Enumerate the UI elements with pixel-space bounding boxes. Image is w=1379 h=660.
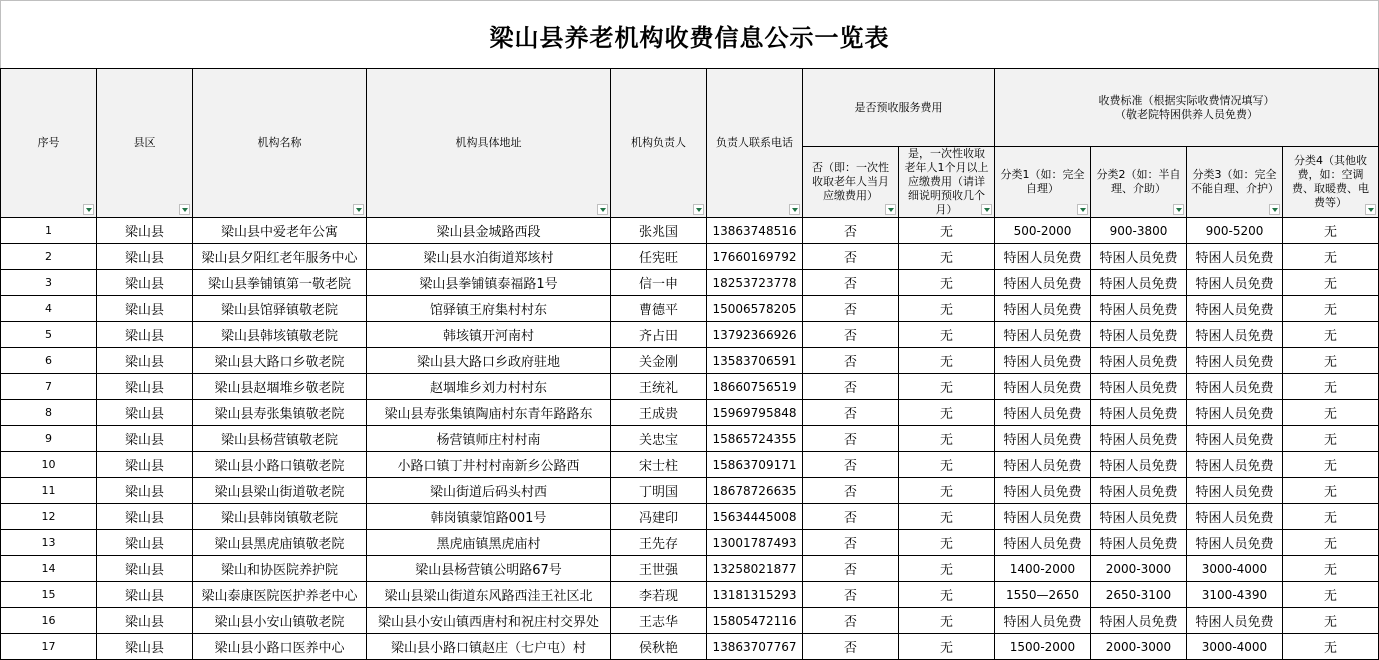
cell-county[interactable]: 梁山县 [97, 296, 193, 322]
cell-cat1[interactable]: 特困人员免费 [995, 270, 1091, 296]
col-header-index[interactable] [1, 69, 97, 218]
cell-cat4[interactable]: 无 [1283, 504, 1379, 530]
cell-name[interactable]: 梁山县夕阳红老年服务中心 [193, 244, 367, 270]
cell-cat3[interactable]: 特困人员免费 [1187, 296, 1283, 322]
col-header-fee: 收费标准（根据实际收费情况填写） （敬老院特困供养人员免费） [995, 69, 1379, 147]
cell-phone[interactable]: 18660756519 [707, 374, 803, 400]
cell-cat1[interactable]: 特困人员免费 [995, 322, 1091, 348]
cell-name[interactable]: 梁山泰康医院医护养老中心 [193, 582, 367, 608]
filter-dropdown-icon[interactable] [597, 204, 608, 215]
cell-prepay-no[interactable]: 否 [803, 608, 899, 634]
cell-prepay-yes[interactable]: 无 [899, 582, 995, 608]
table-row [1, 400, 1379, 426]
cell-cat2[interactable]: 特困人员免费 [1091, 270, 1187, 296]
cell-address[interactable]: 韩垓镇开河南村 [367, 322, 611, 348]
cell-county[interactable]: 梁山县 [97, 218, 193, 244]
cell-cat4[interactable]: 无 [1283, 582, 1379, 608]
col-header-cat1[interactable] [995, 147, 1091, 218]
cell-phone[interactable]: 13863748516 [707, 218, 803, 244]
cell-index[interactable]: 13 [1, 530, 97, 556]
cell-county[interactable]: 梁山县 [97, 400, 193, 426]
cell-cat1[interactable]: 特困人员免费 [995, 426, 1091, 452]
cell-index[interactable]: 6 [1, 348, 97, 374]
cell-name[interactable]: 梁山县黑虎庙镇敬老院 [193, 530, 367, 556]
cell-prepay-no[interactable]: 否 [803, 634, 899, 660]
cell-cat3[interactable]: 特困人员免费 [1187, 348, 1283, 374]
cell-county[interactable]: 梁山县 [97, 634, 193, 660]
header-row-top [1, 69, 1379, 147]
header-label: 机构名称 [257, 136, 302, 149]
cell-index[interactable]: 16 [1, 608, 97, 634]
table-row [1, 322, 1379, 348]
filter-dropdown-icon[interactable] [1173, 204, 1184, 215]
table-row [1, 556, 1379, 582]
cell-address[interactable]: 梁山县小安山镇西唐村和祝庄村交界处 [367, 608, 611, 634]
cell-prepay-no[interactable]: 否 [803, 530, 899, 556]
filter-dropdown-icon[interactable] [1365, 204, 1376, 215]
table-row [1, 478, 1379, 504]
cell-cat1[interactable]: 特困人员免费 [995, 348, 1091, 374]
cell-prepay-yes[interactable]: 无 [899, 504, 995, 530]
cell-prepay-yes[interactable]: 无 [899, 556, 995, 582]
cell-cat1[interactable]: 特困人员免费 [995, 478, 1091, 504]
cell-prepay-yes[interactable]: 无 [899, 296, 995, 322]
cell-cat1[interactable]: 500-2000 [995, 218, 1091, 244]
cell-cat2[interactable]: 特困人员免费 [1091, 608, 1187, 634]
cell-manager[interactable]: 冯建印 [611, 504, 707, 530]
cell-manager[interactable]: 侯秋艳 [611, 634, 707, 660]
cell-phone[interactable]: 13258021877 [707, 556, 803, 582]
header-label: 分类4（其他收费，如：空调费、取暖费、电费等） [1292, 154, 1369, 209]
cell-address[interactable]: 赵堌堆乡刘力村村东 [367, 374, 611, 400]
cell-cat3[interactable]: 特困人员免费 [1187, 608, 1283, 634]
table-row [1, 582, 1379, 608]
filter-dropdown-icon[interactable] [789, 204, 800, 215]
cell-index[interactable]: 4 [1, 296, 97, 322]
cell-prepay-no[interactable]: 否 [803, 400, 899, 426]
cell-prepay-no[interactable]: 否 [803, 296, 899, 322]
cell-manager[interactable]: 齐占田 [611, 322, 707, 348]
cell-prepay-yes[interactable]: 无 [899, 478, 995, 504]
table-row [1, 348, 1379, 374]
col-header-prepay: 是否预收服务费用 [803, 69, 995, 147]
cell-cat4[interactable]: 无 [1283, 270, 1379, 296]
cell-county[interactable]: 梁山县 [97, 608, 193, 634]
cell-county[interactable]: 梁山县 [97, 452, 193, 478]
filter-dropdown-icon[interactable] [885, 204, 896, 215]
col-header-cat4[interactable] [1283, 147, 1379, 218]
cell-name[interactable]: 梁山县馆驿镇敬老院 [193, 296, 367, 322]
cell-cat4[interactable]: 无 [1283, 374, 1379, 400]
header-label: 否（即：一次性收取老年人当月应缴费用） [812, 161, 889, 202]
cell-address[interactable]: 梁山县水泊街道郑垓村 [367, 244, 611, 270]
cell-name[interactable]: 梁山县韩岗镇敬老院 [193, 504, 367, 530]
filter-dropdown-icon[interactable] [179, 204, 190, 215]
header-label: 机构负责人 [631, 136, 686, 149]
cell-manager[interactable]: 张兆国 [611, 218, 707, 244]
cell-cat2[interactable]: 特困人员免费 [1091, 530, 1187, 556]
table-row [1, 530, 1379, 556]
cell-manager[interactable]: 王先存 [611, 530, 707, 556]
header-label: 序号 [37, 136, 60, 149]
cell-manager[interactable]: 关金刚 [611, 348, 707, 374]
cell-name[interactable]: 梁山县拳铺镇第一敬老院 [193, 270, 367, 296]
cell-cat1[interactable]: 特困人员免费 [995, 374, 1091, 400]
cell-index[interactable]: 2 [1, 244, 97, 270]
cell-address[interactable]: 梁山县梁山街道东风路西洼王社区北 [367, 582, 611, 608]
col-header-prepay-yes[interactable] [899, 147, 995, 218]
cell-name[interactable]: 梁山县杨营镇敬老院 [193, 426, 367, 452]
cell-cat1[interactable]: 特困人员免费 [995, 608, 1091, 634]
cell-cat4[interactable]: 无 [1283, 478, 1379, 504]
header-label: 分类1（如：完全自理） [1000, 168, 1085, 195]
cell-manager[interactable]: 信一申 [611, 270, 707, 296]
cell-prepay-no[interactable]: 否 [803, 556, 899, 582]
cell-cat2[interactable]: 特困人员免费 [1091, 426, 1187, 452]
col-header-address[interactable] [367, 69, 611, 218]
col-header-manager[interactable] [611, 69, 707, 218]
fee-table [0, 68, 1379, 660]
cell-index[interactable]: 3 [1, 270, 97, 296]
cell-address[interactable]: 小路口镇丁井村村南新乡公路西 [367, 452, 611, 478]
cell-cat1[interactable]: 特困人员免费 [995, 504, 1091, 530]
cell-cat3[interactable]: 3100-4390 [1187, 582, 1283, 608]
cell-cat3[interactable]: 特困人员免费 [1187, 452, 1283, 478]
cell-cat4[interactable]: 无 [1283, 530, 1379, 556]
cell-cat3[interactable]: 特困人员免费 [1187, 244, 1283, 270]
cell-county[interactable]: 梁山县 [97, 556, 193, 582]
cell-cat4[interactable]: 无 [1283, 244, 1379, 270]
cell-index[interactable]: 17 [1, 634, 97, 660]
cell-name[interactable]: 梁山县小安山镇敬老院 [193, 608, 367, 634]
cell-county[interactable]: 梁山县 [97, 504, 193, 530]
cell-manager[interactable]: 王世强 [611, 556, 707, 582]
cell-prepay-yes[interactable]: 无 [899, 452, 995, 478]
cell-address[interactable]: 梁山县寿张集镇陶庙村东青年路路东 [367, 400, 611, 426]
cell-cat4[interactable]: 无 [1283, 556, 1379, 582]
cell-phone[interactable]: 15805472116 [707, 608, 803, 634]
cell-address[interactable]: 梁山街道后码头村西 [367, 478, 611, 504]
cell-cat3[interactable]: 900-5200 [1187, 218, 1283, 244]
cell-address[interactable]: 梁山县大路口乡政府驻地 [367, 348, 611, 374]
cell-index[interactable]: 5 [1, 322, 97, 348]
col-header-county[interactable] [97, 69, 193, 218]
cell-index[interactable]: 10 [1, 452, 97, 478]
cell-county[interactable]: 梁山县 [97, 322, 193, 348]
cell-name[interactable]: 梁山县小路口医养中心 [193, 634, 367, 660]
cell-prepay-no[interactable]: 否 [803, 582, 899, 608]
filter-dropdown-icon[interactable] [1077, 204, 1088, 215]
cell-prepay-yes[interactable]: 无 [899, 348, 995, 374]
cell-county[interactable]: 梁山县 [97, 426, 193, 452]
cell-phone[interactable]: 13001787493 [707, 530, 803, 556]
sheet-title: 梁山县养老机构收费信息公示一览表 [0, 0, 1379, 69]
cell-prepay-yes[interactable]: 无 [899, 374, 995, 400]
col-header-cat3[interactable] [1187, 147, 1283, 218]
cell-phone[interactable]: 13863707767 [707, 634, 803, 660]
header-label: 分类2（如：半自理、介助） [1096, 168, 1181, 195]
cell-county[interactable]: 梁山县 [97, 478, 193, 504]
cell-cat4[interactable]: 无 [1283, 400, 1379, 426]
cell-manager[interactable]: 曹德平 [611, 296, 707, 322]
cell-county[interactable]: 梁山县 [97, 348, 193, 374]
cell-cat3[interactable]: 特困人员免费 [1187, 530, 1283, 556]
cell-manager[interactable]: 任宪旺 [611, 244, 707, 270]
cell-phone[interactable]: 17660169792 [707, 244, 803, 270]
cell-cat4[interactable]: 无 [1283, 608, 1379, 634]
cell-cat2[interactable]: 900-3800 [1091, 218, 1187, 244]
cell-prepay-yes[interactable]: 无 [899, 270, 995, 296]
cell-cat3[interactable]: 特困人员免费 [1187, 400, 1283, 426]
cell-manager[interactable]: 王成贵 [611, 400, 707, 426]
cell-cat3[interactable]: 3000-4000 [1187, 556, 1283, 582]
cell-name[interactable]: 梁山县大路口乡敬老院 [193, 348, 367, 374]
cell-prepay-yes[interactable]: 无 [899, 244, 995, 270]
cell-prepay-no[interactable]: 否 [803, 426, 899, 452]
table-body [1, 218, 1379, 660]
cell-cat4[interactable]: 无 [1283, 218, 1379, 244]
header-label: 分类3（如：完全不能自理、介护） [1191, 168, 1279, 195]
cell-cat1[interactable]: 1550—2650 [995, 582, 1091, 608]
cell-prepay-yes[interactable]: 无 [899, 322, 995, 348]
table-row [1, 634, 1379, 660]
cell-prepay-no[interactable]: 否 [803, 374, 899, 400]
cell-address[interactable]: 梁山县杨营镇公明路67号 [367, 556, 611, 582]
cell-prepay-no[interactable]: 否 [803, 452, 899, 478]
table-row [1, 270, 1379, 296]
cell-prepay-yes[interactable]: 无 [899, 608, 995, 634]
cell-cat2[interactable]: 2650-3100 [1091, 582, 1187, 608]
cell-phone[interactable]: 18253723778 [707, 270, 803, 296]
cell-name[interactable]: 梁山县中爱老年公寓 [193, 218, 367, 244]
table-row [1, 244, 1379, 270]
cell-index[interactable]: 7 [1, 374, 97, 400]
cell-county[interactable]: 梁山县 [97, 374, 193, 400]
cell-prepay-no[interactable]: 否 [803, 270, 899, 296]
cell-phone[interactable]: 15865724355 [707, 426, 803, 452]
cell-cat2[interactable]: 特困人员免费 [1091, 478, 1187, 504]
cell-address[interactable]: 黑虎庙镇黑虎庙村 [367, 530, 611, 556]
cell-cat1[interactable]: 特困人员免费 [995, 296, 1091, 322]
cell-cat1[interactable]: 1500-2000 [995, 634, 1091, 660]
cell-cat2[interactable]: 特困人员免费 [1091, 504, 1187, 530]
cell-phone[interactable]: 13181315293 [707, 582, 803, 608]
filter-dropdown-icon[interactable] [981, 204, 992, 215]
cell-index[interactable]: 15 [1, 582, 97, 608]
cell-address[interactable]: 梁山县金城路西段 [367, 218, 611, 244]
cell-cat2[interactable]: 特困人员免费 [1091, 348, 1187, 374]
cell-phone[interactable]: 13583706591 [707, 348, 803, 374]
cell-cat2[interactable]: 2000-3000 [1091, 556, 1187, 582]
cell-cat1[interactable]: 特困人员免费 [995, 244, 1091, 270]
cell-phone[interactable]: 15634445008 [707, 504, 803, 530]
table-row [1, 218, 1379, 244]
cell-cat1[interactable]: 特困人员免费 [995, 452, 1091, 478]
cell-index[interactable]: 12 [1, 504, 97, 530]
cell-cat4[interactable]: 无 [1283, 426, 1379, 452]
cell-prepay-yes[interactable]: 无 [899, 530, 995, 556]
cell-prepay-yes[interactable]: 无 [899, 400, 995, 426]
cell-cat1[interactable]: 特困人员免费 [995, 530, 1091, 556]
cell-county[interactable]: 梁山县 [97, 270, 193, 296]
cell-manager[interactable]: 关忠宝 [611, 426, 707, 452]
cell-phone[interactable]: 13792366926 [707, 322, 803, 348]
cell-address[interactable]: 馆驿镇王府集村村东 [367, 296, 611, 322]
cell-cat2[interactable]: 特困人员免费 [1091, 244, 1187, 270]
cell-index[interactable]: 11 [1, 478, 97, 504]
header-label: 负责人联系电话 [716, 136, 793, 149]
filter-dropdown-icon[interactable] [353, 204, 364, 215]
filter-dropdown-icon[interactable] [83, 204, 94, 215]
cell-name[interactable]: 梁山县寿张集镇敬老院 [193, 400, 367, 426]
cell-address[interactable]: 杨营镇师庄村村南 [367, 426, 611, 452]
cell-cat2[interactable]: 特困人员免费 [1091, 374, 1187, 400]
table-row [1, 296, 1379, 322]
cell-prepay-no[interactable]: 否 [803, 478, 899, 504]
cell-index[interactable]: 1 [1, 218, 97, 244]
cell-manager[interactable]: 王志华 [611, 608, 707, 634]
table-row [1, 608, 1379, 634]
cell-phone[interactable]: 15969795848 [707, 400, 803, 426]
cell-address[interactable]: 梁山县小路口镇赵庄（七户屯）村 [367, 634, 611, 660]
col-header-prepay-no[interactable] [803, 147, 899, 218]
cell-prepay-no[interactable]: 否 [803, 348, 899, 374]
cell-cat4[interactable]: 无 [1283, 348, 1379, 374]
cell-cat2[interactable]: 特困人员免费 [1091, 322, 1187, 348]
cell-cat2[interactable]: 特困人员免费 [1091, 452, 1187, 478]
cell-prepay-no[interactable]: 否 [803, 322, 899, 348]
header-label: 县区 [133, 136, 156, 149]
cell-manager[interactable]: 丁明国 [611, 478, 707, 504]
cell-phone[interactable]: 15863709171 [707, 452, 803, 478]
cell-index[interactable]: 8 [1, 400, 97, 426]
cell-cat3[interactable]: 特困人员免费 [1187, 270, 1283, 296]
cell-phone[interactable]: 15006578205 [707, 296, 803, 322]
cell-prepay-no[interactable]: 否 [803, 504, 899, 530]
cell-name[interactable]: 梁山县韩垓镇敬老院 [193, 322, 367, 348]
cell-county[interactable]: 梁山县 [97, 582, 193, 608]
cell-cat3[interactable]: 特困人员免费 [1187, 374, 1283, 400]
cell-prepay-yes[interactable]: 无 [899, 634, 995, 660]
cell-cat4[interactable]: 无 [1283, 322, 1379, 348]
cell-name[interactable]: 梁山县小路口镇敬老院 [193, 452, 367, 478]
cell-prepay-yes[interactable]: 无 [899, 426, 995, 452]
cell-cat2[interactable]: 特困人员免费 [1091, 400, 1187, 426]
col-header-cat2[interactable] [1091, 147, 1187, 218]
cell-phone[interactable]: 18678726635 [707, 478, 803, 504]
cell-cat2[interactable]: 2000-3000 [1091, 634, 1187, 660]
cell-cat3[interactable]: 特困人员免费 [1187, 504, 1283, 530]
cell-cat4[interactable]: 无 [1283, 296, 1379, 322]
cell-cat3[interactable]: 特困人员免费 [1187, 322, 1283, 348]
filter-dropdown-icon[interactable] [1269, 204, 1280, 215]
table-row [1, 426, 1379, 452]
cell-cat1[interactable]: 特困人员免费 [995, 400, 1091, 426]
header-label: 是，一次性收取老年人1个月以上应缴费用（请详细说明预收几个月） [904, 147, 989, 216]
cell-county[interactable]: 梁山县 [97, 530, 193, 556]
cell-cat3[interactable]: 3000-4000 [1187, 634, 1283, 660]
table-row [1, 452, 1379, 478]
cell-cat4[interactable]: 无 [1283, 634, 1379, 660]
cell-cat2[interactable]: 特困人员免费 [1091, 296, 1187, 322]
cell-index[interactable]: 14 [1, 556, 97, 582]
cell-name[interactable]: 梁山县梁山街道敬老院 [193, 478, 367, 504]
cell-index[interactable]: 9 [1, 426, 97, 452]
cell-name[interactable]: 梁山和协医院养护院 [193, 556, 367, 582]
table-row [1, 504, 1379, 530]
cell-address[interactable]: 韩岗镇蒙馆路001号 [367, 504, 611, 530]
cell-cat1[interactable]: 1400-2000 [995, 556, 1091, 582]
header-label: 机构具体地址 [455, 136, 522, 149]
cell-cat3[interactable]: 特困人员免费 [1187, 478, 1283, 504]
cell-prepay-no[interactable]: 否 [803, 244, 899, 270]
cell-cat3[interactable]: 特困人员免费 [1187, 426, 1283, 452]
cell-address[interactable]: 梁山县拳铺镇泰福路1号 [367, 270, 611, 296]
col-header-phone[interactable] [707, 69, 803, 218]
cell-manager[interactable]: 王统礼 [611, 374, 707, 400]
cell-manager[interactable]: 宋士柱 [611, 452, 707, 478]
cell-county[interactable]: 梁山县 [97, 244, 193, 270]
filter-dropdown-icon[interactable] [693, 204, 704, 215]
table-row [1, 374, 1379, 400]
cell-manager[interactable]: 李若现 [611, 582, 707, 608]
cell-cat4[interactable]: 无 [1283, 452, 1379, 478]
cell-name[interactable]: 梁山县赵堌堆乡敬老院 [193, 374, 367, 400]
col-header-name[interactable] [193, 69, 367, 218]
cell-prepay-yes[interactable]: 无 [899, 218, 995, 244]
cell-prepay-no[interactable]: 否 [803, 218, 899, 244]
